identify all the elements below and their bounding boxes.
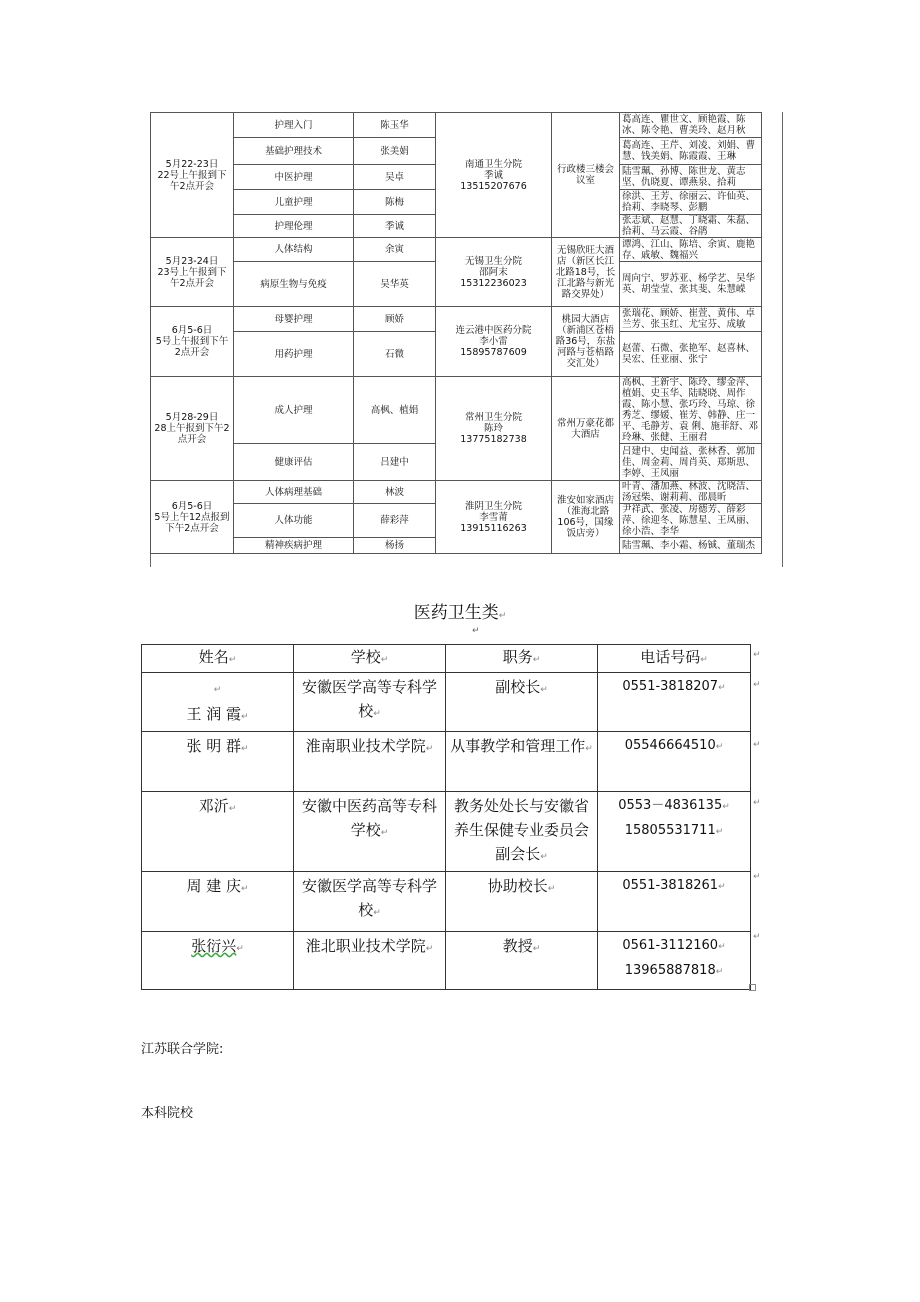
schedule-time: 6月5-6日 5号上午12点报到下午2点开会 [151, 481, 234, 554]
schedule-course: 人体结构 [234, 238, 354, 262]
schedule-names: 张瑞花、顾娇、崔萱、黄伟、卓兰芳、张玉红、尤宝芬、成敏 [620, 307, 762, 332]
schedule-course: 人体病理基础 [234, 481, 354, 504]
schedule-venue: 淮安如家酒店（淮海北路106号，国缘饭店旁） [552, 481, 620, 554]
contact-name: 周 建 庆↵ [142, 872, 294, 932]
contact-school: 淮北职业技术学院↵ [294, 932, 446, 990]
paragraph-mark: ↵ [472, 626, 480, 636]
header-phone: 电话号码↵ [598, 645, 751, 673]
contact-school: 淮南职业技术学院↵ [294, 732, 446, 792]
schedule-teacher: 顾娇 [354, 307, 436, 332]
schedule-time: 6月5-6日 5号上午报到下午2点开会 [151, 307, 234, 377]
contact-name: 张衍兴↵ [142, 932, 294, 990]
contact-phone: 0561-3112160↵ 13965887818↵ [598, 932, 751, 990]
table-row [142, 932, 751, 990]
schedule-teacher: 杨扬 [354, 538, 436, 554]
schedule-course: 母婴护理 [234, 307, 354, 332]
contact-school: 安徽医学高等专科学校↵ [294, 872, 446, 932]
schedule-course: 用药护理 [234, 332, 354, 377]
row-end-mark: ↵ [753, 680, 761, 690]
contact-phone: 05546664510↵ [598, 732, 751, 792]
schedule-table [150, 112, 762, 554]
row-end-mark: ↵ [753, 872, 761, 882]
contact-role: 教务处处长与安徽省养生保健专业委员会副会长↵ [446, 792, 598, 872]
schedule-course: 病原生物与免疫 [234, 262, 354, 307]
table-row [142, 792, 751, 872]
schedule-course: 基础护理技术 [234, 138, 354, 165]
schedule-teacher: 高枫、植娟 [354, 377, 436, 444]
schedule-teacher: 吴华英 [354, 262, 436, 307]
row-end-mark: ↵ [753, 798, 761, 808]
schedule-time: 5月22-23日 22号上午报到下午2点开会 [151, 113, 234, 238]
schedule-venue: 行政楼三楼会议室 [552, 113, 620, 238]
contact-role: 教授↵ [446, 932, 598, 990]
schedule-names: 张志斌、赵慧、丁晓霜、朱磊、拾莉、马云霞、谷鹃 [620, 215, 762, 238]
schedule-course: 健康评估 [234, 444, 354, 481]
contact-name: ↵ 王 润 霞↵ [142, 673, 294, 732]
header-role: 职务↵ [446, 645, 598, 673]
contact-name: 张 明 群↵ [142, 732, 294, 792]
contacts-table [141, 644, 751, 990]
schedule-names: 葛高连、王芹、刘凌、刘娟、曹慧、钱美娟、陈霞霞、王琳 [620, 138, 762, 165]
schedule-names: 葛高连、瞿世文、顾艳霞、陈冰、陈令艳、曹美玲、赵月秋 [620, 113, 762, 138]
schedule-course: 护理伦理 [234, 215, 354, 238]
schedule-school: 常州卫生分院 陈玲 13775182738 [436, 377, 552, 481]
schedule-row [151, 481, 762, 504]
schedule-course: 护理入门 [234, 113, 354, 138]
schedule-teacher: 余寅 [354, 238, 436, 262]
schedule-teacher: 石微 [354, 332, 436, 377]
schedule-table-region [150, 112, 783, 567]
schedule-venue: 桃园大酒店（新浦区苍梧路36号，东盐河路与苍梧路交汇处） [552, 307, 620, 377]
table-row [142, 732, 751, 792]
schedule-time: 5月28-29日 28上午报到下午2点开会 [151, 377, 234, 481]
schedule-names: 陆雪珮、孙博、陈世龙、黄志坚、仇晓夏、谭燕泉、拾莉 [620, 165, 762, 190]
contact-name: 邓沂↵ [142, 792, 294, 872]
schedule-names: 谭鸿、江山、陈培、余寅、鹿艳存、戚敏、魏福兴 [620, 238, 762, 262]
schedule-time: 5月23-24日 23号上午报到下午2点开会 [151, 238, 234, 307]
schedule-teacher: 吴卓 [354, 165, 436, 190]
schedule-row [151, 113, 762, 138]
schedule-school: 淮阴卫生分院 李雪莆 13915116263 [436, 481, 552, 554]
contact-phone: 0553－4836135↵ 15805531711↵ [598, 792, 751, 872]
schedule-school: 南通卫生分院 季诚 13515207676 [436, 113, 552, 238]
schedule-names: 吕建中、史闻益、张林香、郭加佳、周金莉、周肖英、郑斯思、李婷、王凤丽 [620, 444, 762, 481]
schedule-course: 精神疾病护理 [234, 538, 354, 554]
row-end-mark: ↵ [753, 740, 761, 750]
schedule-row [151, 307, 762, 332]
contact-role: 从事教学和管理工作↵ [446, 732, 598, 792]
table-row [142, 872, 751, 932]
row-end-mark: ↵ [753, 932, 761, 942]
contact-phone: 0551-3818261↵ [598, 872, 751, 932]
table-row [142, 673, 751, 732]
schedule-teacher: 张美娟 [354, 138, 436, 165]
header-school: 学校↵ [294, 645, 446, 673]
row-end-mark: ↵ [753, 650, 761, 660]
schedule-names: 高枫、王新宇、陈玲、缪金萍、植娟、史玉华、陆晓晓、周作霞、陈小慧、张巧玲、马琼、徐秀芝、缪媛、崔芳、韩静、庄一平、毛静芳、袁 俐、施菲舒、邓玲琳、张健、王丽君 [620, 377, 762, 444]
schedule-school: 连云港中医药分院 李小雷 15895787609 [436, 307, 552, 377]
schedule-venue: 常州万豪花都大酒店 [552, 377, 620, 481]
header-name: 姓名↵ [142, 645, 294, 673]
contact-role: 副校长↵ [446, 673, 598, 732]
schedule-course: 人体功能 [234, 504, 354, 538]
paragraph-jiangsu: 江苏联合学院: [141, 1042, 224, 1057]
schedule-teacher: 薛彩萍 [354, 504, 436, 538]
schedule-names: 徐洪、王芳、徐丽云、许仙英、拾莉、李晓琴、彭鹏 [620, 190, 762, 215]
paragraph-undergrad: 本科院校 [141, 1106, 194, 1121]
schedule-course: 儿童护理 [234, 190, 354, 215]
contact-role: 协助校长↵ [446, 872, 598, 932]
schedule-names: 陆雪珮、李小霜、杨铖、董瑞杰 [620, 538, 762, 554]
schedule-teacher: 林波 [354, 481, 436, 504]
schedule-teacher: 陈梅 [354, 190, 436, 215]
schedule-row [151, 238, 762, 262]
schedule-names: 周向宁、罗苏亚、杨学艺、吴华英、胡莹莹、张其斐、朱慧嵘 [620, 262, 762, 307]
contact-school: 安徽医学高等专科学校↵ [294, 673, 446, 732]
schedule-course: 成人护理 [234, 377, 354, 444]
schedule-teacher: 季诚 [354, 215, 436, 238]
schedule-names: 尹祥武、张凌、房德芳、薛彩萍、徐迎冬、陈慧星、王凤丽、徐小浩、李华 [620, 504, 762, 538]
schedule-names: 赵蕾、石微、张艳军、赵喜林、吴宏、任亚丽、张宁 [620, 332, 762, 377]
schedule-teacher: 吕建中 [354, 444, 436, 481]
contacts-header-row [142, 645, 751, 673]
contact-phone: 0551-3818207↵ [598, 673, 751, 732]
table-resize-handle[interactable] [749, 984, 756, 991]
schedule-names: 叶青、潘加燕、林波、沈晓洁、汤冠柴、谢莉莉、邵晨昕 [620, 481, 762, 504]
schedule-course: 中医护理 [234, 165, 354, 190]
schedule-venue: 无锡欣旺大酒店（新区长江北路18号，长江北路与新光路交界处） [552, 238, 620, 307]
contact-school: 安徽中医药高等专科学校↵ [294, 792, 446, 872]
section-title: 医药卫生类↵ [413, 603, 507, 623]
schedule-row [151, 377, 762, 444]
schedule-school: 无锡卫生分院 邵阿末 15312236023 [436, 238, 552, 307]
schedule-teacher: 陈玉华 [354, 113, 436, 138]
